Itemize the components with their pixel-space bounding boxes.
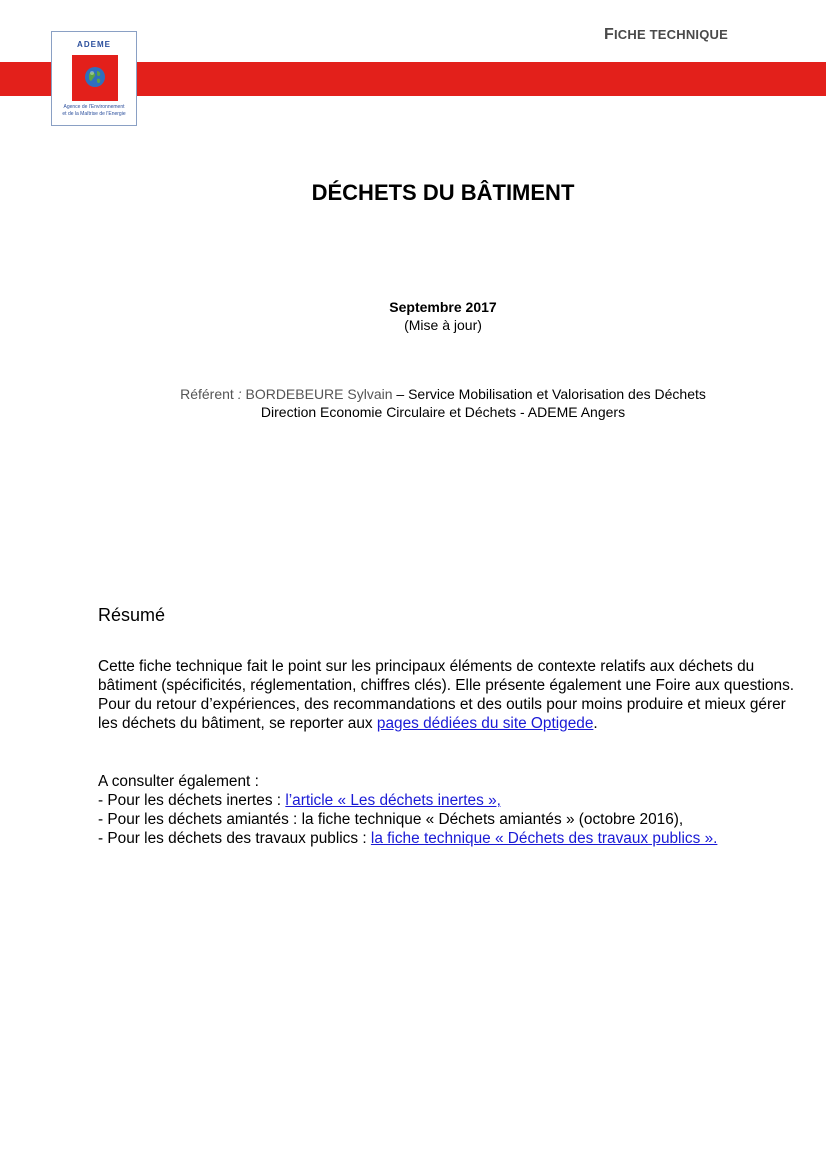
logo-name: ADEME bbox=[77, 40, 111, 49]
document-date: Septembre 2017 bbox=[389, 299, 497, 315]
document-title: DÉCHETS DU BÂTIMENT bbox=[311, 180, 575, 205]
summary-heading: Résumé bbox=[98, 605, 166, 625]
list-item: - Pour les déchets inertes : l’article « Les déchets inertes », bbox=[98, 792, 501, 809]
summary-paragraph-1: Cette fiche technique fait le point sur les principaux éléments de contexte relatifs aux déchets du bâtiment (spécificités, réglementation, chiffres clés). Elle présente également une Foire aux questions. bbox=[98, 658, 795, 694]
referent-name: BORDEBEURE Sylvain bbox=[245, 386, 393, 402]
list-item: - Pour les déchets des travaux publics : la fiche technique « Déchets des travaux publics ». bbox=[98, 830, 718, 847]
inertes-article-link[interactable]: l’article « Les déchets inertes », bbox=[285, 792, 501, 809]
summary-paragraph-2: Pour du retour d’expériences, des recommandations et des outils pour moins produire et mieux gérer les déchets du bâtiment, se reporter aux pages dédiées du site Optigede. bbox=[98, 696, 786, 732]
referent-label: Référent bbox=[180, 386, 234, 402]
document-date-note: (Mise à jour) bbox=[404, 317, 482, 333]
list-item: - Pour les déchets amiantés : la fiche technique « Déchets amiantés » (octobre 2016), bbox=[98, 811, 684, 828]
summary-paragraph bbox=[98, 657, 798, 733]
document-type-label: FICHE TECHNIQUE bbox=[603, 26, 728, 43]
globe-icon bbox=[84, 66, 106, 88]
ademe-logo bbox=[51, 31, 137, 126]
referent-service: – Service Mobilisation et Valorisation des Déchets bbox=[392, 386, 706, 402]
optigede-link[interactable]: pages dédiées du site Optigede bbox=[376, 715, 594, 732]
travaux-publics-link[interactable]: la fiche technique « Déchets des travaux publics ». bbox=[370, 830, 718, 847]
consult-intro: A consulter également : bbox=[98, 773, 259, 790]
direction-line: Direction Economie Circulaire et Déchets - ADEME Angers bbox=[260, 404, 626, 420]
consult-list bbox=[98, 772, 717, 848]
logo-red-square bbox=[72, 55, 118, 101]
referent-line: Référent : BORDEBEURE Sylvain – Service Mobilisation et Valorisation des Déchets bbox=[180, 386, 706, 402]
logo-tagline: Agence de l'Environnement et de la Maîtrise de l'Energie bbox=[62, 104, 126, 117]
